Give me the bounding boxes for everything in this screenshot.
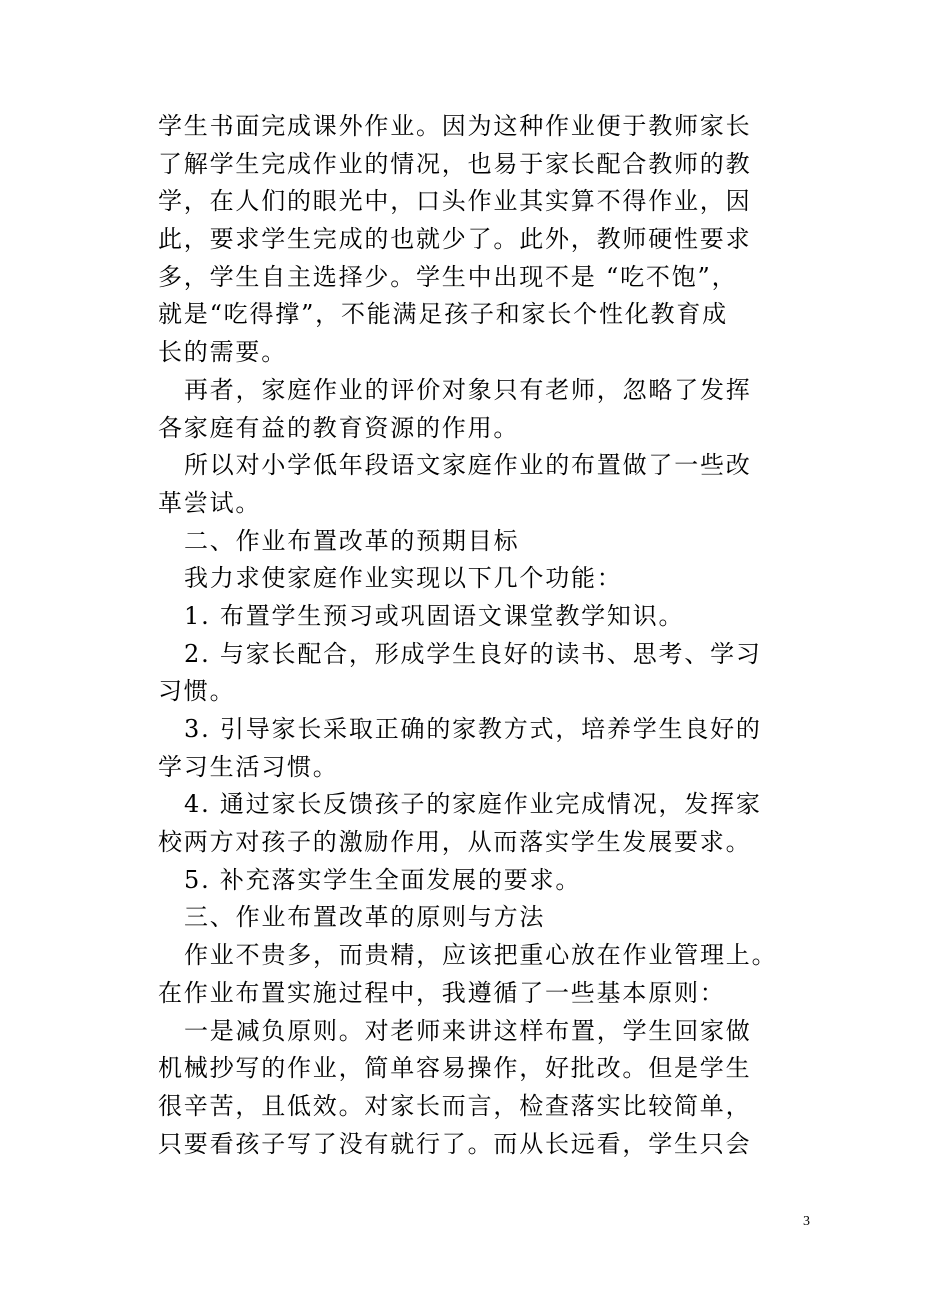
text-line: 作业不贵多，而贵精，应该把重心放在作业管理上。: [184, 941, 778, 970]
text-line: 很辛苦，且低效。对家长而言，检查落实比较简单，: [158, 1091, 752, 1120]
text-line: 了解学生完成作业的情况，也易于家长配合教师的教: [158, 149, 752, 178]
text-line: 多，学生自主选择少。学生中出现不是 “吃不饱”，: [158, 262, 738, 291]
text-line: 2. 与家长配合，形成学生良好的读书、思考、学习: [184, 639, 762, 668]
text-line: 在作业布置实施过程中，我遵循了一些基本原则：: [158, 978, 726, 1007]
text-line: 三、作业布置改革的原则与方法: [184, 903, 546, 932]
text-line: 1. 布置学生预习或巩固语文课堂教学知识。: [184, 601, 685, 630]
text-line: 5. 补充落实学生全面发展的要求。: [184, 865, 582, 894]
text-line: 此，要求学生完成的也就少了。此外，教师硬性要求: [158, 225, 752, 254]
text-line: 学，在人们的眼光中，口头作业其实算不得作业，因: [158, 187, 752, 216]
text-line: 机械抄写的作业，简单容易操作，好批改。但是学生: [158, 1054, 752, 1083]
text-line: 再者，家庭作业的评价对象只有老师，忽略了发挥: [184, 375, 752, 404]
document-body: [158, 108, 798, 1163]
text-line: 长的需要。: [158, 338, 287, 367]
text-line: 二、作业布置改革的预期目标: [184, 526, 520, 555]
text-line: 只要看孩子写了没有就行了。而从长远看，学生只会: [158, 1129, 752, 1158]
text-line: 学生书面完成课外作业。因为这种作业便于教师家长: [158, 112, 752, 140]
text-line: 我力求使家庭作业实现以下几个功能：: [184, 564, 623, 593]
text-line: 各家庭有益的教育资源的作用。: [158, 413, 520, 442]
text-line: 4. 通过家长反馈孩子的家庭作业完成情况，发挥家: [184, 790, 762, 819]
text-line: 一是减负原则。对老师来讲这样布置，学生回家做: [184, 1016, 752, 1045]
text-line: 就是“吃得撑”，不能满足孩子和家长个性化教育成: [158, 300, 728, 329]
text-line: 所以对小学低年段语文家庭作业的布置做了一些改: [184, 451, 752, 480]
text-line: 校两方对孩子的激励作用，从而落实学生发展要求。: [158, 828, 752, 857]
text-line: 革尝试。: [158, 488, 262, 517]
text-line: 3. 引导家长采取正确的家教方式，培养学生良好的: [184, 715, 762, 743]
text-line: 学习生活习惯。: [158, 752, 339, 781]
page-number: 3: [803, 1214, 810, 1229]
text-line: 习惯。: [158, 677, 236, 706]
